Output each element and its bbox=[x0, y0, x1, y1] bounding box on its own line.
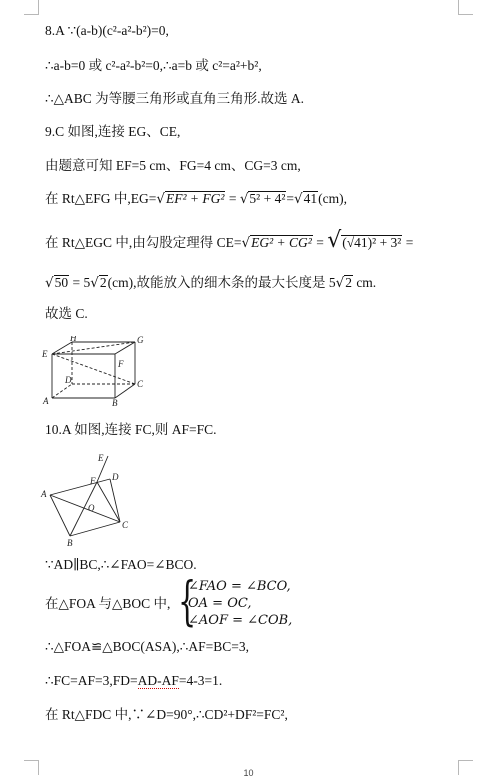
corner-mark-top-left bbox=[24, 0, 39, 15]
answer-10-line-4: ∴△FOA≌△BOC(ASA),∴AF=BC=3, bbox=[45, 639, 250, 654]
label-F: F bbox=[90, 476, 96, 486]
condition-angle-1: ∠FAO = ∠BCO, bbox=[188, 579, 291, 594]
eq-sign: = bbox=[286, 191, 295, 206]
corner-mark-top-right bbox=[458, 0, 473, 15]
answer-9-line-1: 9.C 如图,连接 EG、CE, bbox=[45, 124, 181, 139]
sqrt-symbol: √ bbox=[294, 191, 303, 207]
congruence-conditions bbox=[188, 578, 292, 629]
answer-9-line-3 bbox=[45, 190, 347, 208]
label-G: G bbox=[137, 336, 144, 345]
eg-radicand-1: EF² + FG² bbox=[165, 191, 225, 206]
label-E: E bbox=[98, 453, 104, 463]
answer-8-line-1: 8.A ∵(a-b)(c²-a²-b²)=0, bbox=[45, 23, 169, 38]
ce-text-prefix: 在 Rt△EGC 中,由勾股定理得 CE= bbox=[45, 235, 242, 250]
sqrt-symbol: √ bbox=[90, 275, 99, 291]
sqrt-symbol: √ bbox=[239, 191, 249, 207]
max-length-text: (cm),故能放入的细木条的最大长度是 5 bbox=[107, 275, 336, 290]
answer-10-line-2: ∵AD∥BC,∴∠FAO=∠BCO. bbox=[45, 557, 197, 572]
eq-sign: = 5 bbox=[69, 275, 91, 290]
label-B: B bbox=[112, 398, 118, 408]
eg-text-prefix: 在 Rt△EFG 中,EG= bbox=[45, 191, 157, 206]
answer-9-line-4 bbox=[45, 228, 414, 253]
eq-sign: = bbox=[312, 235, 328, 250]
sqrt-symbol: √ bbox=[156, 191, 165, 207]
figure-parallelogram bbox=[40, 448, 140, 548]
answer-8-line-2: ∴a-b=0 或 c²-a²-b²=0,∴a=b 或 c²=a²+b², bbox=[45, 58, 262, 73]
label-H: H bbox=[70, 336, 77, 343]
label-D: D bbox=[65, 375, 72, 385]
answer-8-line-3: ∴△ABC 为等腰三角形或直角三角形.故选 A. bbox=[45, 91, 304, 106]
eg-radicand-3: 41 bbox=[303, 191, 318, 206]
sqrt-symbol: √ bbox=[45, 275, 54, 291]
radicand-50: 50 bbox=[54, 275, 69, 290]
radicand-2: 2 bbox=[99, 275, 107, 290]
left-brace: { bbox=[178, 572, 197, 632]
fc-text-prefix: ∴FC=AF=3,FD= bbox=[45, 673, 138, 688]
radicand-2-b: 2 bbox=[345, 275, 352, 290]
answer-10-line-6: 在 Rt△FDC 中,∵∠D=90°,∴CD²+DF²=FC², bbox=[45, 707, 288, 722]
ce-radicand-2: (√41)² + 3² bbox=[342, 235, 402, 250]
label-F: F bbox=[118, 359, 124, 369]
label-O: O bbox=[88, 503, 95, 513]
eq-sign: = bbox=[402, 235, 414, 250]
answer-9-line-6: 故选 C. bbox=[45, 306, 88, 321]
answer-9-line-2: 由题意可知 EF=5 cm、FG=4 cm、CG=3 cm, bbox=[45, 158, 301, 173]
unit-cm: cm. bbox=[352, 275, 377, 290]
eq-sign: = bbox=[225, 191, 240, 206]
sqrt-symbol: √ bbox=[327, 228, 342, 253]
label-E: E bbox=[42, 349, 48, 359]
fc-text-suffix: =4-3=1. bbox=[178, 673, 223, 688]
label-C: C bbox=[122, 520, 129, 530]
label-B: B bbox=[67, 538, 73, 548]
ce-radicand-1: EG² + CG² bbox=[251, 235, 312, 250]
answer-10-line-3: 在△FOA 与△BOC 中, bbox=[45, 596, 171, 611]
sqrt-symbol: √ bbox=[335, 275, 345, 291]
condition-angle-2: ∠AOF = ∠COB, bbox=[188, 613, 293, 628]
label-A: A bbox=[41, 489, 47, 499]
sqrt-symbol: √ bbox=[241, 235, 251, 251]
answer-10-line-5 bbox=[45, 672, 222, 690]
ad-af-underlined: AD-AF bbox=[137, 673, 179, 688]
label-C: C bbox=[137, 379, 144, 389]
eg-text-suffix: (cm), bbox=[318, 191, 347, 206]
figure-cuboid bbox=[40, 336, 150, 411]
eg-radicand-2: 5² + 4² bbox=[249, 191, 286, 206]
label-A: A bbox=[43, 396, 49, 406]
answer-10-line-1: 10.A 如图,连接 FC,则 AF=FC. bbox=[45, 422, 217, 437]
label-D: D bbox=[112, 472, 119, 482]
condition-side: OA = OC, bbox=[188, 596, 252, 611]
answer-9-line-5 bbox=[45, 274, 376, 292]
page-number: 10 bbox=[243, 768, 254, 778]
